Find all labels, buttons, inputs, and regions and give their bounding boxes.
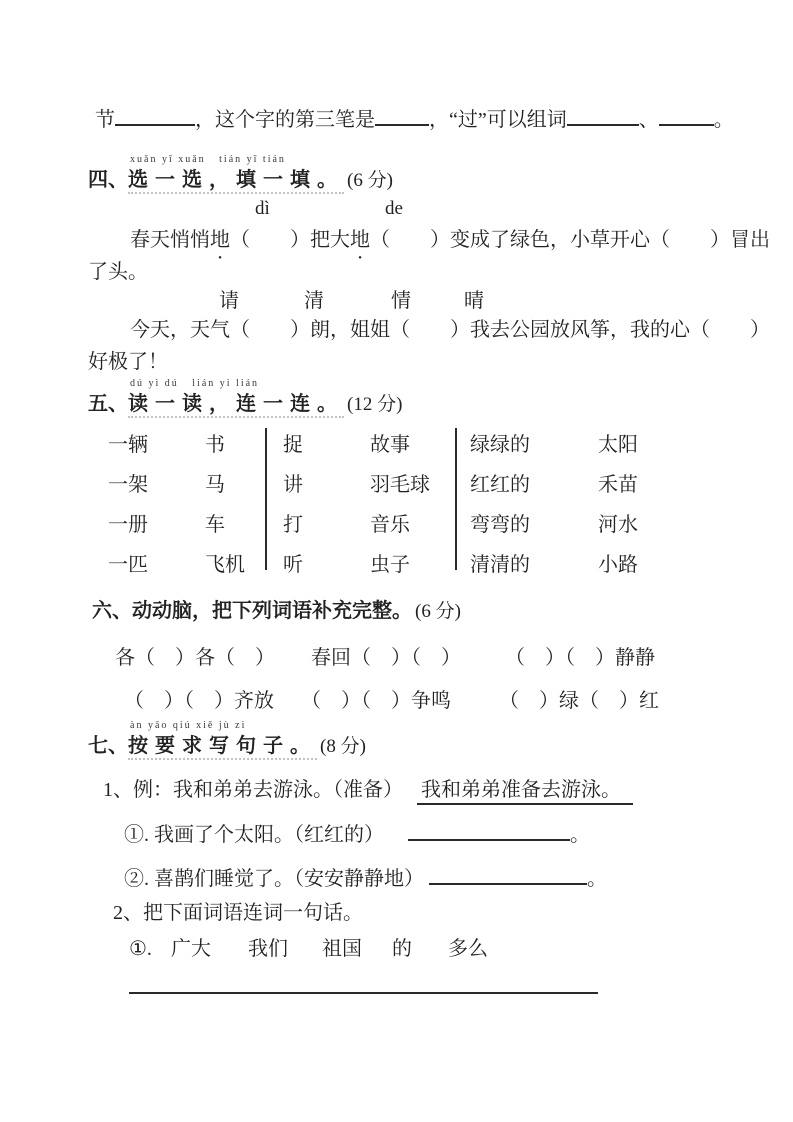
emphasized-char: 地 ● xyxy=(350,229,370,251)
section6-score: (6 分) xyxy=(415,601,461,622)
section4-title: 选一选，填一填。 xyxy=(128,169,344,194)
example-answer: 我和弟弟准备去游泳。 xyxy=(417,779,633,805)
word-cell: 马 xyxy=(205,474,225,496)
section6-number: 六、 xyxy=(92,600,132,622)
column-divider xyxy=(265,428,267,570)
intro-text-4: 、 xyxy=(638,109,659,131)
para-text: （ ）把大 xyxy=(230,229,350,251)
intro-text-2: ，这个字的第三笔是 xyxy=(195,109,375,131)
section4-number: 四、 xyxy=(88,169,128,191)
section5-title: 读一读，连一连。 xyxy=(128,393,344,418)
table-row xyxy=(108,465,245,505)
section7-item1 xyxy=(124,822,590,847)
idiom-blank: 各（ ）各（ ） xyxy=(115,647,275,669)
section7-title: 按要求写句子。 xyxy=(128,735,317,760)
idiom-blank: （ ）（ ）齐放 xyxy=(124,690,274,712)
section4-paragraph2-line2: 好极了！ xyxy=(88,351,168,373)
table-row xyxy=(470,465,638,505)
word-cell: 一册 xyxy=(108,514,148,536)
word-cell: 故事 xyxy=(370,434,410,456)
fill-blank-line xyxy=(408,822,570,841)
word-chip: 多么 xyxy=(448,938,488,960)
sentence-period: 。 xyxy=(570,824,590,846)
emphasized-char: 地 ● xyxy=(210,229,230,251)
section7-item2 xyxy=(124,866,607,891)
section4-paragraph1-line2: 了头。 xyxy=(88,261,148,283)
word-cell: 绿绿的 xyxy=(470,434,530,456)
section5-number: 五、 xyxy=(88,393,128,415)
word-cell: 音乐 xyxy=(370,514,410,536)
table-row xyxy=(283,465,430,505)
match-table xyxy=(0,425,793,575)
word-cell: 小路 xyxy=(598,554,638,576)
section4-score: (6 分) xyxy=(347,170,393,191)
fill-blank-line xyxy=(659,107,714,126)
fill-blank-line xyxy=(567,107,639,126)
para-text: 春天悄悄 xyxy=(130,229,210,251)
section5-score: (12 分) xyxy=(347,394,403,415)
intro-text-5: 。 xyxy=(713,109,734,131)
section4-heading xyxy=(88,154,393,193)
table-row xyxy=(470,545,638,585)
table-row xyxy=(283,505,430,545)
word-cell: 车 xyxy=(205,514,225,536)
word-cell: 红红的 xyxy=(470,474,530,496)
word-cell: 羽毛球 xyxy=(370,474,430,496)
word-cell: 捉 xyxy=(283,434,303,456)
word-cell: 太阳 xyxy=(598,434,638,456)
question-text: ②. 喜鹊们睡觉了。（安安静静地） xyxy=(124,868,424,890)
word-cell: 飞机 xyxy=(205,554,245,576)
section4-paragraph1-line1 xyxy=(130,228,770,252)
word-chip: 广大 xyxy=(171,938,211,960)
idiom-blank: （ ）绿（ ）红 xyxy=(499,690,659,712)
word-chip: 祖国 xyxy=(322,938,362,960)
column-divider xyxy=(455,428,457,570)
answer-rule-line xyxy=(129,992,598,994)
section7-heading xyxy=(88,720,366,759)
section4-pinyin: xuǎn yī xuǎn tián yī tián xyxy=(130,154,286,165)
option-char: 情 xyxy=(391,290,411,312)
idiom-blank: （ ）（ ）争鸣 xyxy=(301,690,451,712)
fill-blank-line xyxy=(375,107,429,126)
match-group-1 xyxy=(108,425,245,585)
word-cell: 书 xyxy=(205,434,225,456)
section6-title: 动动脑，把下列词语补充完整。 xyxy=(132,600,412,622)
section7-pinyin: àn yāo qiú xiě jù zi xyxy=(130,720,247,731)
fill-blank-line xyxy=(115,107,195,126)
section5-pinyin: dú yì dú lián yi lián xyxy=(130,378,260,389)
section7-score: (8 分) xyxy=(320,736,366,757)
word-cell: 河水 xyxy=(598,514,638,536)
idiom-blank: 春回（ ）（ ） xyxy=(311,647,461,669)
para-text: （ ）变成了绿色，小草开心（ ）冒出 xyxy=(370,229,770,251)
hint-de: de xyxy=(385,198,403,219)
word-cell: 听 xyxy=(283,554,303,576)
hint-di: dì xyxy=(255,198,270,219)
section4-paragraph2-line1: 今天，天气（ ）朗，姐姐（ ）我去公园放风筝，我的心（ ） xyxy=(130,319,770,341)
intro-text-3: ，“过”可以组词 xyxy=(429,109,567,131)
table-row xyxy=(108,505,245,545)
question-text: ①. 我画了个太阳。（红红的） xyxy=(124,824,384,846)
option-char: 清 xyxy=(304,290,324,312)
word-cell: 讲 xyxy=(283,474,303,496)
intro-text-1: 节 xyxy=(95,109,115,131)
table-row xyxy=(470,505,638,545)
section6-heading xyxy=(92,599,461,624)
table-row xyxy=(108,425,245,465)
table-row xyxy=(470,425,638,465)
idiom-blank: （ ）（ ）静静 xyxy=(505,647,655,669)
word-cell: 一匹 xyxy=(108,554,148,576)
word-cell: 禾苗 xyxy=(598,474,638,496)
word-chip: 我们 xyxy=(248,938,288,960)
section5-heading xyxy=(88,378,403,417)
intro-fill-line xyxy=(95,107,734,132)
question-text: 1、例：我和弟弟去游泳。（准备） xyxy=(103,779,403,801)
table-row xyxy=(108,545,245,585)
option-char: 晴 xyxy=(464,290,484,312)
word-cell: 打 xyxy=(283,514,303,536)
table-row xyxy=(283,425,430,465)
section7-question1 xyxy=(103,778,633,802)
word-cell: 虫子 xyxy=(370,554,410,576)
section7-question2: 2、把下面词语连词一句话。 xyxy=(113,902,363,924)
word-chip: 的 xyxy=(392,938,412,960)
item-label: ①. xyxy=(129,938,152,960)
word-cell: 一辆 xyxy=(108,434,148,456)
table-row xyxy=(283,545,430,585)
word-cell: 清清的 xyxy=(470,554,530,576)
sentence-period: 。 xyxy=(587,868,607,890)
match-group-2 xyxy=(283,425,430,585)
section7-number: 七、 xyxy=(88,735,128,757)
fill-blank-line xyxy=(429,866,587,885)
match-group-3 xyxy=(470,425,638,585)
word-cell: 一架 xyxy=(108,474,148,496)
option-char: 请 xyxy=(219,290,239,312)
word-cell: 弯弯的 xyxy=(470,514,530,536)
